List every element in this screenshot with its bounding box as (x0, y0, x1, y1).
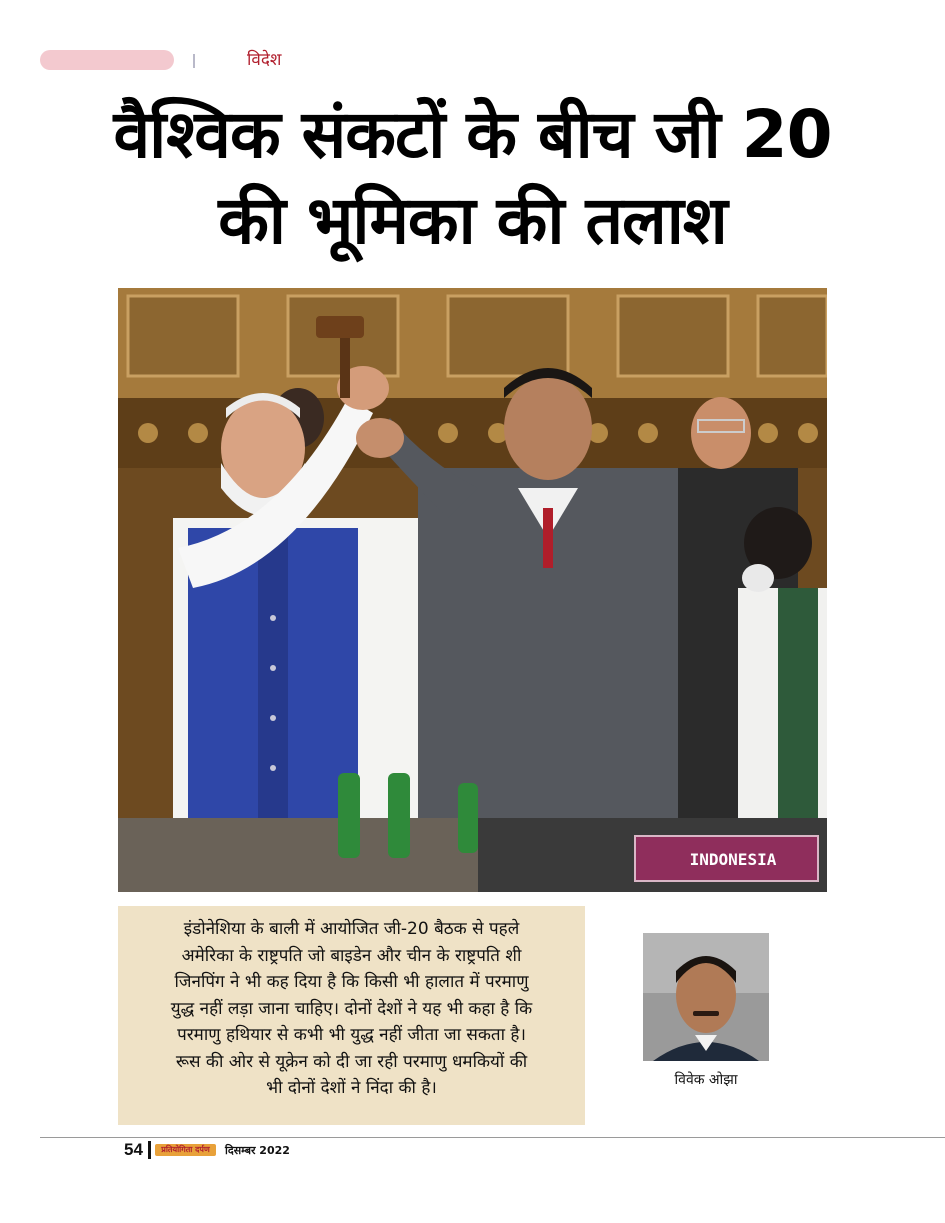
section-divider (193, 54, 195, 68)
summary-line: रूस की ओर से यूक्रेन को दी जा रही परमाणु धमकियों की (175, 1051, 528, 1072)
article-photo (118, 288, 827, 892)
author-name: विवेक ओझा (674, 1072, 738, 1088)
magazine-logo-text: प्रतियोगिता दर्पण (161, 1145, 210, 1154)
summary-line: परमाणु हथियार से कभी भी युद्ध नहीं जीता जा सकता है। (177, 1025, 526, 1045)
magazine-logo (155, 1144, 216, 1156)
section-tag-pill (40, 50, 174, 70)
footer-separator (148, 1141, 151, 1159)
issue-date: दिसम्बर 2022 (225, 1144, 290, 1157)
article-summary (132, 916, 571, 1102)
nameplate-text: INDONESIA (689, 850, 777, 869)
summary-line: जिनपिंग ने भी कह दिया है कि किसी भी हालात में परमाणु (174, 972, 529, 992)
summary-line: इंडोनेशिया के बाली में आयोजित जी-20 बैठक से पहले (183, 919, 520, 939)
section-label: विदेश (247, 50, 282, 70)
article-headline (40, 92, 905, 264)
headline-line-1: वैश्विक संकटों के बीच जी 20 (113, 96, 832, 173)
page-number: 54 (124, 1140, 143, 1159)
footer-divider (40, 1137, 945, 1138)
summit-photo-illustration (118, 288, 827, 892)
summary-line: युद्ध नहीं लड़ा जाना चाहिए। दोनों देशों ने यह भी कहा है कि (170, 998, 533, 1019)
article-summary-box (118, 906, 585, 1125)
author-portrait-illustration (643, 933, 769, 1061)
headline-line-2: की भूमिका की तलाश (218, 182, 727, 259)
summary-line: भी दोनों देशों ने निंदा की है। (266, 1078, 437, 1098)
summary-line: अमेरिका के राष्ट्रपति जो बाइडेन और चीन के राष्ट्रपति शी (181, 945, 522, 966)
author-portrait (643, 933, 769, 1061)
